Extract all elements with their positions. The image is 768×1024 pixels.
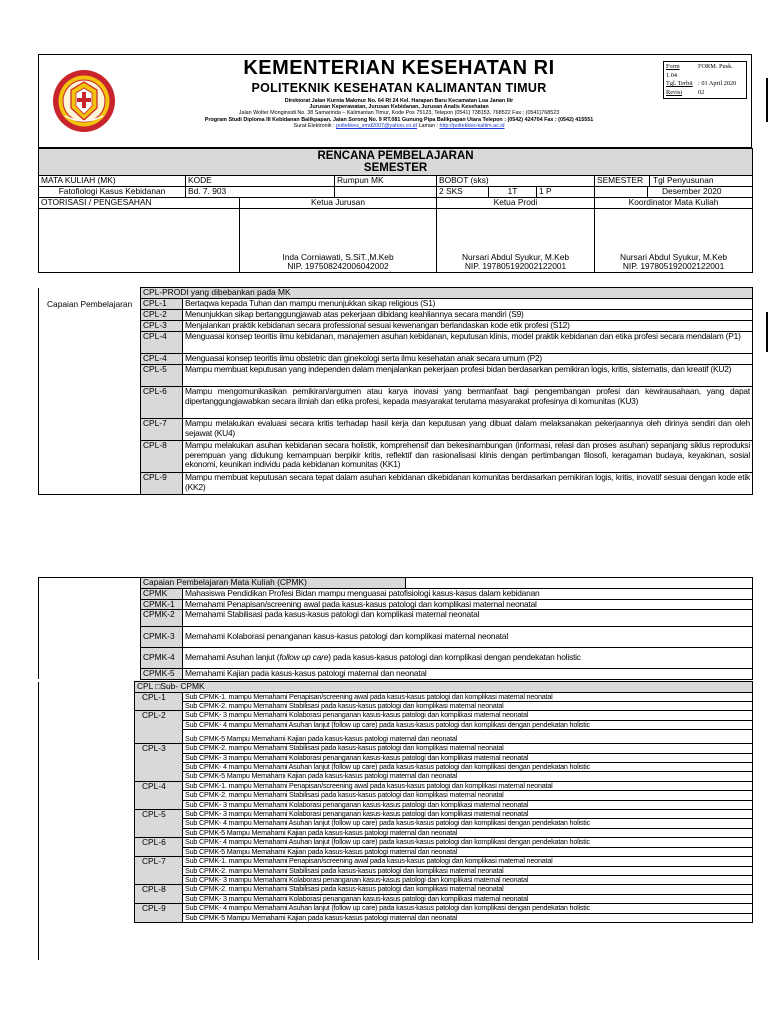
tgl-value: Desember 2020 bbox=[662, 186, 722, 196]
date-label: Tgl. Terbit bbox=[666, 80, 693, 88]
bobot-header: BOBOT (sks) bbox=[437, 176, 595, 187]
rumpun-header: Rumpun MK bbox=[335, 176, 437, 187]
cpmk-text-pre: Memahami Penapisan/screening awal pada kasus-kasus patologi dan komplikasi maternal neonatal bbox=[185, 599, 537, 609]
rps-title-line-1: RENCANA PEMBELAJARAN bbox=[317, 149, 474, 162]
sub-cpmk-text: Sub CPMK-5 Mampu Memahami Kajian pada kasus-kasus patologi maternal dan neonatal bbox=[183, 730, 753, 744]
sub-cpmk-text: Sub CPMK- 4 mampu Memahami Asuhan lanjut (follow up care) pada kasus-kasus patologi dan komplikasi dengan pendekatan holistic bbox=[183, 720, 753, 729]
signer-name: Inda Corniawati, S.SiT.,M.Keb bbox=[282, 251, 394, 262]
sub-cpmk-text: Sub CPMK- 4 mampu Memahami Asuhan lanjut (follow up care) pada kasus-kasus patologi dan komplikasi dengan pendekatan holistic bbox=[183, 819, 753, 828]
sub-left-space bbox=[39, 810, 135, 838]
otorisasi-space bbox=[39, 209, 240, 273]
cpmk-text bbox=[183, 589, 753, 600]
kode-header: KODE bbox=[186, 176, 335, 187]
cpmk-table bbox=[38, 577, 753, 680]
sub-cpmk-text: Sub CPMK-2. mampu Memahami Stabilisasi pada kasus-kasus patologi dan komplikasi maternal neonatal bbox=[183, 744, 753, 753]
sub-cpmk-text: Sub CPMK-1. mampu Memahami Penapisan/screening awal pada kasus-kasus patologi dan komplikasi maternal neonatal bbox=[183, 781, 753, 790]
cpl-text: Menguasai konsep teoritis ilmu kebidanan, manajemen asuhan kebidanan, keputusan klinis, model praktik kebidanan dan etika profesi secara mendalam (P1) bbox=[183, 332, 753, 354]
email-label: Surat Elektronik : bbox=[293, 122, 337, 129]
cpmk-text bbox=[183, 599, 753, 610]
sub-cpmk-text: Sub CPMK-5 Mampu Memahami Kajian pada kasus-kasus patologi maternal dan neonatal bbox=[183, 828, 753, 837]
sub-cpmk-text: Sub CPMK- 3 mampu Memahami Kolaborasi penanganan kasus-kasus patologi dan komplikasi maternal neonatal bbox=[183, 810, 753, 819]
revision-row bbox=[666, 89, 744, 98]
sub-left-space bbox=[39, 904, 135, 923]
sub-left-space bbox=[39, 744, 135, 782]
sub-cpmk-row bbox=[39, 885, 753, 894]
sub-cpl-code: CPL-3 bbox=[135, 744, 183, 782]
sub-cpmk-text: Sub CPMK-5 Mampu Memahami Kajian pada kasus-kasus patologi maternal dan neonatal bbox=[183, 847, 753, 856]
revision-value: 02 bbox=[698, 88, 705, 96]
sub-cpmk-row bbox=[39, 711, 753, 720]
sub-cpmk-text: Sub CPMK-1. mampu Memahami Penapisan/screening awal pada kasus-kasus patologi dan komplikasi maternal neonatal bbox=[183, 692, 753, 701]
sub-left-space bbox=[39, 692, 135, 711]
cpl-text: Mampu membuat keputusan secara tepat dalam asuhan kebidanan dikebidanan komunitas berdasarkan pemikiran logis, kritis, inovatif sesuai dengan kode etik (KK2) bbox=[183, 473, 753, 495]
sub-cpmk-row bbox=[39, 692, 753, 701]
sub-cpl-code: CPL-6 bbox=[135, 838, 183, 857]
rps-table bbox=[38, 148, 753, 273]
t-value: 1T bbox=[489, 187, 537, 198]
sub-cpmk-row bbox=[39, 781, 753, 790]
cpl-code: CPL-7 bbox=[141, 419, 183, 441]
form-value: FORM. Pusk. 1.04 bbox=[666, 63, 733, 79]
cpmk-code: CPMK-2 bbox=[141, 610, 183, 627]
semester-tgl-value bbox=[595, 187, 753, 198]
address-block bbox=[159, 98, 639, 129]
cpl-text: Menunjukkan sikap bertanggungjawab atas pekerjaan dibidang keahliannya secara mandiri (S9) bbox=[183, 310, 753, 321]
sub-cpmk-text: Sub CPMK- 3 mampu Memahami Kolaborasi penanganan kasus-kasus patologi dan komplikasi maternal neonatal bbox=[183, 894, 753, 903]
cpl-header: CPL-PRODI yang dibebankan pada MK bbox=[141, 288, 753, 299]
role-kaprodi: Ketua Prodi bbox=[437, 198, 595, 209]
sub-cpl-code: CPL-1 bbox=[135, 692, 183, 711]
address-line-3: Jalan Wolter Monginsidi No. 38 Samarinda – Kalimantan Timur, Kode Pos 75123, Telepon (0541) 738153, 768522 Fax : (0541)768523 bbox=[238, 110, 560, 117]
sub-cpmk-text: Sub CPMK- 3 mampu Memahami Kolaborasi penanganan kasus-kasus patologi dan komplikasi maternal neonatal bbox=[183, 753, 753, 762]
address-line-1: Direktorat Jalan Kurnia Makmur No. 64 Rt 24 Kel. Harapan Baru Kecamatan Loa Janan Ilir bbox=[284, 98, 514, 104]
cpmk-text-pre: Memahami Kolaborasi penanganan kasus-kasus patologi dan komplikasi maternal neonatal bbox=[185, 631, 509, 642]
sub-left-space bbox=[39, 885, 135, 904]
institution-title: POLITEKNIK KESEHATAN KALIMANTAN TIMUR bbox=[251, 81, 547, 95]
sub-cpmk-text: Sub CPMK-1. mampu Memahami Penapisan/screening awal pada kasus-kasus patologi dan komplikasi maternal neonatal bbox=[183, 857, 753, 866]
semester-tgl-header bbox=[595, 176, 753, 187]
cpmk-code: CPMK-3 bbox=[141, 627, 183, 648]
sub-cpmk-text: Sub CPMK- 4 mampu Memahami Asuhan lanjut (follow up care) pada kasus-kasus patologi dan komplikasi dengan pendekatan holistic bbox=[183, 904, 753, 913]
cpmk-code: CPMK bbox=[141, 589, 183, 600]
cpl-code: CPL-2 bbox=[141, 310, 183, 321]
cpmk-text-pre: Memahami Asuhan lanjut ( bbox=[185, 652, 280, 663]
cpl-code: CPL-9 bbox=[141, 473, 183, 495]
sub-cpmk-text: Sub CPMK-5 Mampu Memahami Kajian pada kasus-kasus patologi maternal dan neonatal bbox=[183, 913, 753, 922]
sub-cpl-code: CPL-7 bbox=[135, 857, 183, 885]
cpl-code: CPL-4 bbox=[141, 354, 183, 365]
mk-value: Fatofiologi Kasus Kebidanan bbox=[39, 187, 186, 198]
sub-cpmk-row bbox=[39, 744, 753, 753]
sub-cpmk-text: Sub CPMK-5 Mampu Memahami Kajian pada kasus-kasus patologi maternal dan neonatal bbox=[183, 772, 753, 781]
date-row bbox=[666, 80, 744, 89]
sub-cpmk-text: Sub CPMK-2. mampu Memahami Stabilisasi pada kasus-kasus patologi dan komplikasi maternal neonatal bbox=[183, 702, 753, 711]
rumpun-value bbox=[335, 187, 437, 198]
sub-left-space bbox=[39, 857, 135, 885]
cpmk-code: CPMK-5 bbox=[141, 669, 183, 680]
website-link[interactable]: http://poltekkes-kaltim.ac.id bbox=[439, 122, 505, 129]
sub-cpmk-row bbox=[39, 810, 753, 819]
sub-left-space bbox=[39, 711, 135, 744]
email-link[interactable]: poltekkes_smd2007@yahoo.co.id bbox=[336, 122, 418, 129]
address-line-4: Program Studi Diploma III Kebidanan Balikpapan, Jalan Sorong No. 9 RT.081 Gunung Pipa Balikpapan Utara Telepon : (0542) 424704 Fax : (0542) 415551 bbox=[204, 116, 594, 123]
form-info-box bbox=[663, 61, 747, 99]
sub-cpl-code: CPL-9 bbox=[135, 904, 183, 923]
sub-cpmk-text: Sub CPMK-2. mampu Memahami Stabilisasi pada kasus-kasus patologi dan komplikasi maternal neonatal bbox=[183, 866, 753, 875]
institution-logo bbox=[51, 68, 117, 134]
signer-nip: NIP. 197508242006042002 bbox=[287, 261, 389, 272]
cpl-text: Menjalankan praktik kebidanan secara professional sesuai kewenangan berlandaskan kode etik profesi (S12) bbox=[183, 321, 753, 332]
cpmk-text bbox=[183, 627, 753, 648]
signature-kajur bbox=[240, 209, 437, 273]
sub-cpmk-text: Sub CPMK- 4 mampu Memahami Asuhan lanjut (follow up care) pada kasus-kasus patologi dan komplikasi dengan pendekatan holistic bbox=[183, 838, 753, 847]
sub-cpmk-row bbox=[39, 838, 753, 847]
signer-nip: NIP. 197805192002122001 bbox=[464, 261, 567, 272]
cpl-text: Mampu melakukan asuhan kebidanan secara holistik, komprehensif dan bekesinambungan (informasi, relasi dan proses asuhan) sepanjang siklus reproduksi perempuan yang didukung kemampuan berpikir kritis, reflektif dan rasionalisasi klinis dengan pertimbangan filosofi, keragaman budaya, keyakinan, sosial ekonomi, keunikan individu pada kebidanan komunitas (KK1) bbox=[183, 441, 753, 473]
contact-line bbox=[159, 123, 639, 129]
cpmk-header-label: Capaian Pembelajaran Mata Kuliah (CPMK) bbox=[141, 578, 406, 588]
sub-left-space bbox=[39, 838, 135, 857]
p-value: 1 P bbox=[537, 187, 595, 198]
cpl-code: CPL-4 bbox=[141, 332, 183, 354]
sub-cpmk-table bbox=[38, 681, 753, 923]
sub-cpl-code: CPL-4 bbox=[135, 781, 183, 809]
cpmk-text bbox=[183, 648, 753, 669]
sub-cpl-code: CPL-8 bbox=[135, 885, 183, 904]
address-line-2: Jurusan Keperawatan, Jurusan Kebidanan, Jurusan Analis Kesehatan bbox=[309, 104, 489, 111]
form-row bbox=[666, 63, 744, 80]
cpmk-text-pre: Mahasiswa Pendidikan Profesi Bidan mampu menguasai patofisiologi kasus-kasus dalam kebidanan bbox=[185, 588, 540, 598]
sub-cpmk-text: Sub CPMK- 3 mampu Memahami Kolaborasi penanganan kasus-kasus patologi dan komplikasi maternal neonatal bbox=[183, 875, 753, 884]
cpmk-left-space bbox=[39, 578, 141, 680]
sub-cpl-code: CPL-5 bbox=[135, 810, 183, 838]
cpl-table bbox=[38, 287, 753, 495]
cpmk-header bbox=[141, 578, 753, 589]
cpmk-text-pre: Memahami Stabilisasi pada kasus-kasus patologi dan komplikasi maternal neonatal bbox=[185, 609, 480, 620]
sub-cpmk-text: Sub CPMK- 3 mampu Memahami Kolaborasi penanganan kasus-kasus patologi dan komplikasi maternal neonatal bbox=[183, 800, 753, 809]
kode-value: Bd. 7. 903 bbox=[186, 187, 335, 198]
cpmk-text-post: ) pada kasus-kasus patologi dan komplikasi dengan pendekatan holistic bbox=[328, 652, 581, 663]
sub-left-space bbox=[39, 682, 135, 693]
sub-cpmk-row bbox=[39, 904, 753, 913]
letterhead bbox=[38, 54, 752, 148]
date-value: : 01 April 2020 bbox=[698, 80, 737, 88]
rps-title-line-2: SEMESTER bbox=[363, 162, 428, 174]
cpmk-text-em: follow up care bbox=[279, 652, 329, 663]
cpmk-text bbox=[183, 610, 753, 627]
cpl-text: Mampu mengomunikasikan pemikiran/argumen atau karya inovasi yang bermanfaat bagi pengembangan profesi dan kewirausahaan, yang dapat dipertanggungjawabkan secara ilmiah dan etika profesi, kepada masyarakat terutama masyarakat profesinya di komunitas (KU3) bbox=[183, 387, 753, 419]
otorisasi-label: OTORISASI / PENGESAHAN bbox=[39, 198, 240, 209]
sub-cpmk-text: Sub CPMK- 3 mampu Memahami Kolaborasi penanganan kasus-kasus patologi dan komplikasi maternal neonatal bbox=[183, 711, 753, 720]
signer-name: Nursari Abdul Syukur, M.Keb bbox=[620, 251, 728, 262]
sub-left-space bbox=[39, 781, 135, 809]
site-label: Laman : bbox=[417, 122, 440, 129]
semester-value bbox=[595, 187, 648, 197]
cpl-code: CPL-1 bbox=[141, 299, 183, 310]
revision-label: Revisi bbox=[666, 88, 683, 96]
cpmk-code: CPMK-1 bbox=[141, 599, 183, 610]
signature-koordinator bbox=[595, 209, 753, 273]
sub-cpmk-text: Sub CPMK-2. mampu Memahami Stabilisasi pada kasus-kasus patologi dan komplikasi maternal neonatal bbox=[183, 885, 753, 894]
semester-header: SEMESTER bbox=[595, 176, 650, 186]
cpmk-text bbox=[183, 669, 753, 680]
cpl-code: CPL-8 bbox=[141, 441, 183, 473]
cpmk-code: CPMK-4 bbox=[141, 648, 183, 669]
cpl-code: CPL-5 bbox=[141, 365, 183, 387]
role-kajur: Ketua Jurusan bbox=[240, 198, 437, 209]
cpmk-header-blank bbox=[406, 578, 752, 588]
cpl-text: Mampu membuat keputusan yang independen dalam menjalankan pekerjaan profesi bidan berdasarkan pemikiran logis, kritis, sistematis, dan kreatif (KU2) bbox=[183, 365, 753, 387]
cpl-code: CPL-3 bbox=[141, 321, 183, 332]
role-koordinator: Koordinator Mata Kuliah bbox=[595, 198, 753, 209]
ministry-title: KEMENTERIAN KESEHATAN RI bbox=[243, 57, 555, 79]
cpmk-text-pre: Memahami Kajian pada kasus-kasus patologi maternal dan neonatal bbox=[185, 668, 427, 679]
sub-cpmk-header: CPL □Sub- CPMK bbox=[135, 682, 753, 693]
form-label: Form bbox=[666, 63, 680, 70]
sub-cpl-code: CPL-2 bbox=[135, 711, 183, 744]
mk-header: MATA KULIAH (MK) bbox=[39, 176, 186, 187]
left-rule bbox=[38, 690, 39, 960]
sub-cpmk-text: Sub CPMK-2. mampu Memahami Stabilisasi pada kasus-kasus patologi dan komplikasi maternal neonatal bbox=[183, 791, 753, 800]
cpl-text: Menguasai konsep teoritis ilmu obstetric dan ginekologi serta ilmu kesehatan anak secara umum (P2) bbox=[183, 354, 753, 365]
sub-cpmk-row bbox=[39, 857, 753, 866]
signer-name: Nursari Abdul Syukur, M.Keb bbox=[461, 251, 570, 262]
signer-nip: NIP. 197805192002122001 bbox=[622, 261, 725, 272]
cpl-text: Mampu melakukan evaluasi secara kritis terhadap hasil kerja dan keputusan yang dibuat dalam melaksanakan pekerjaannya oleh dirinya sendiri dan oleh sejawat (KU4) bbox=[183, 419, 753, 441]
rps-title bbox=[39, 149, 753, 176]
sub-cpmk-text: Sub CPMK- 4 mampu Memahami Asuhan lanjut (follow up care) pada kasus-kasus patologi dan komplikasi dengan pendekatan holistic bbox=[183, 763, 753, 772]
tgl-header: Tgl Penyusunan bbox=[653, 175, 714, 185]
signature-kaprodi bbox=[437, 209, 595, 273]
cpl-code: CPL-6 bbox=[141, 387, 183, 419]
cpl-text: Bertaqwa kepada Tuhan dan mampu menunjukkan sikap religious (S1) bbox=[183, 299, 753, 310]
sks-value: 2 SKS bbox=[437, 187, 489, 198]
capaian-label: Capaian Pembelajaran bbox=[39, 288, 141, 495]
